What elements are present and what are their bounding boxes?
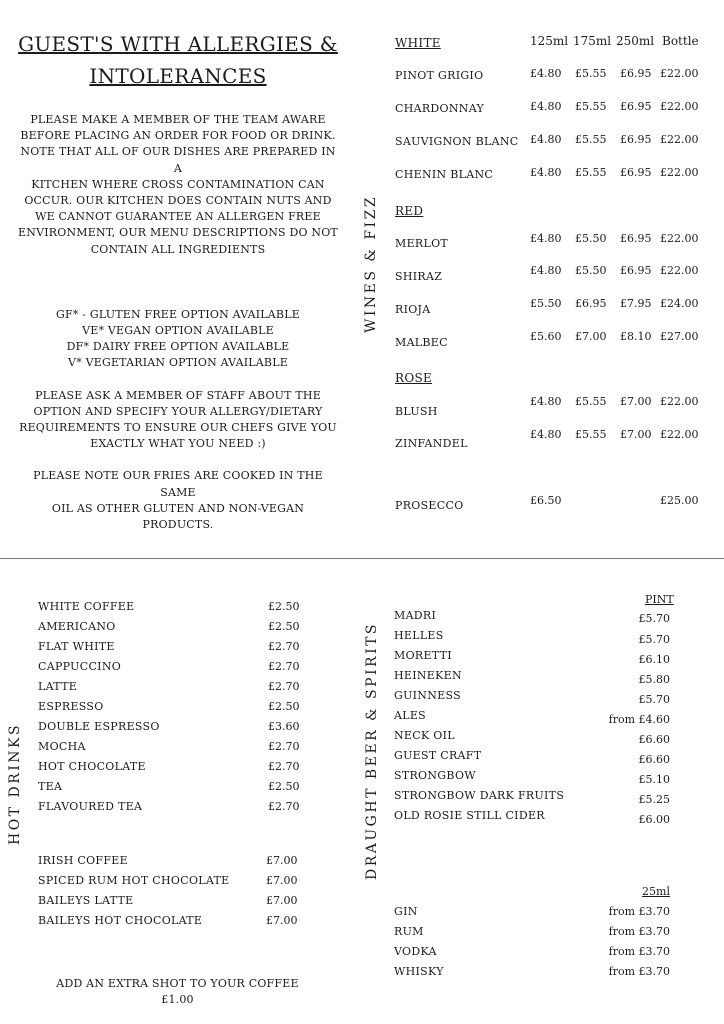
wine-price: £5.55 bbox=[575, 428, 607, 441]
wine-name: PINOT GRIGIO bbox=[395, 69, 484, 82]
allergy-notice-line: PLEASE MAKE A MEMBER OF THE TEAM AWARE bbox=[30, 113, 326, 126]
drink-price: £2.50 bbox=[268, 600, 300, 613]
wine-price: £7.00 bbox=[620, 428, 652, 441]
wine-price: £6.95 bbox=[620, 232, 652, 245]
extra-shot-label: ADD AN EXTRA SHOT TO YOUR COFFEE bbox=[56, 977, 299, 990]
wine-price: £5.55 bbox=[575, 100, 607, 113]
drink-name: HOT CHOCOLATE bbox=[38, 760, 146, 773]
beer-price: £6.60 bbox=[638, 733, 670, 746]
drink-price: £2.70 bbox=[268, 760, 300, 773]
wine-name: MERLOT bbox=[395, 237, 449, 250]
wine-price: £24.00 bbox=[660, 297, 699, 310]
drink-name: WHITE COFFEE bbox=[38, 600, 135, 613]
wine-price: £6.95 bbox=[620, 133, 652, 146]
beer-price: from £4.60 bbox=[608, 713, 670, 726]
beer-name: NECK OIL bbox=[394, 729, 455, 742]
wine-price: £22.00 bbox=[660, 232, 699, 245]
allergy-title-line2: INTOLERANCES bbox=[89, 64, 267, 88]
drink-name: CAPPUCCINO bbox=[38, 660, 122, 673]
drink-price: £2.70 bbox=[268, 740, 300, 753]
allergy-notice-line: WE CANNOT GUARANTEE AN ALLERGEN FREE bbox=[35, 210, 321, 224]
size-250ml: 250ml bbox=[616, 34, 655, 48]
special-drink-name: IRISH COFFEE bbox=[38, 854, 128, 867]
allergy-fries-line: OIL AS OTHER GLUTEN AND NON-VEGAN bbox=[51, 501, 305, 515]
beer-name: HELLES bbox=[394, 629, 444, 642]
beer-name: GUEST CRAFT bbox=[394, 749, 482, 762]
wine-price: £22.00 bbox=[660, 100, 699, 113]
allergy-ask-line: OPTION AND SPECIFY YOUR ALLERGY/DIETARY bbox=[33, 404, 323, 418]
wine-price: £22.00 bbox=[660, 264, 699, 277]
wine-price: £22.00 bbox=[660, 133, 699, 146]
allergy-ask-line: PLEASE ASK A MEMBER OF STAFF ABOUT THE bbox=[35, 388, 321, 402]
wine-price: £7.95 bbox=[620, 297, 652, 310]
drink-name: AMERICANO bbox=[38, 620, 116, 633]
spirit-name: RUM bbox=[394, 925, 424, 938]
wine-name: SHIRAZ bbox=[395, 270, 443, 283]
wine-name: SAUVIGNON BLANC bbox=[395, 135, 519, 148]
wine-name: ZINFANDEL bbox=[395, 437, 468, 450]
allergy-notice-line: BEFORE PLACING AN ORDER FOR FOOD OR DRINK. bbox=[20, 129, 336, 143]
beer-price: £5.80 bbox=[638, 673, 670, 686]
drink-name: ESPRESSO bbox=[38, 700, 104, 713]
drink-price: £2.50 bbox=[268, 780, 300, 793]
wine-name: MALBEC bbox=[395, 336, 448, 349]
drink-price: £2.70 bbox=[268, 660, 300, 673]
allergy-ask-line: EXACTLY WHAT YOU NEED :) bbox=[90, 437, 266, 451]
legend-vegetarian: V* VEGETARIAN OPTION AVAILABLE bbox=[68, 356, 288, 370]
special-drink-name: SPICED RUM HOT CHOCOLATE bbox=[38, 874, 230, 887]
drink-name: DOUBLE ESPRESSO bbox=[38, 720, 160, 733]
wine-price: £22.00 bbox=[660, 395, 699, 408]
size-125ml: 125ml bbox=[530, 34, 569, 48]
size-175ml: 175ml bbox=[573, 34, 612, 48]
legend-vegan: VE* VEGAN OPTION AVAILABLE bbox=[82, 324, 274, 338]
wine-price: £22.00 bbox=[660, 166, 699, 179]
wine-white-heading: WHITE bbox=[395, 36, 441, 50]
legend-dairy-free: DF* DAIRY FREE OPTION AVAILABLE bbox=[66, 340, 290, 354]
wine-name: CHARDONNAY bbox=[395, 102, 485, 115]
hot-drinks-side-label: HOT DRINKS bbox=[7, 722, 23, 845]
wine-name: PROSECCO bbox=[395, 499, 464, 512]
wine-price: £27.00 bbox=[660, 330, 699, 343]
spirit-price: from £3.70 bbox=[608, 905, 670, 918]
pint-heading: PINT bbox=[645, 593, 674, 606]
spirits-size-heading: 25ml bbox=[642, 885, 670, 898]
wine-price: £5.55 bbox=[575, 166, 607, 179]
draught-side-label: DRAUGHT BEER & SPIRITS bbox=[364, 621, 380, 880]
spirit-price: from £3.70 bbox=[608, 965, 670, 978]
wine-price: £4.80 bbox=[530, 67, 562, 80]
beer-price: £5.70 bbox=[638, 612, 670, 625]
wine-price: £6.50 bbox=[530, 494, 562, 507]
wine-rose-heading: ROSE bbox=[395, 371, 433, 385]
drink-price: £2.70 bbox=[268, 800, 300, 813]
special-drink-price: £7.00 bbox=[266, 894, 298, 907]
allergy-notice-line: ENVIRONMENT, OUR MENU DESCRIPTIONS DO NOT bbox=[18, 226, 338, 240]
wine-price: £4.80 bbox=[530, 133, 562, 146]
wine-price: £25.00 bbox=[660, 494, 699, 507]
allergy-ask-line: REQUIREMENTS TO ENSURE OUR CHEFS GIVE YOU bbox=[19, 421, 337, 435]
allergy-notice-line: NOTE THAT ALL OF OUR DISHES ARE PREPARED IN A bbox=[20, 145, 336, 175]
beer-name: OLD ROSIE STILL CIDER bbox=[394, 809, 545, 822]
drink-name: FLAT WHITE bbox=[38, 640, 115, 653]
drink-name: LATTE bbox=[38, 680, 78, 693]
wine-name: RIOJA bbox=[395, 303, 431, 316]
wine-price: £7.00 bbox=[620, 395, 652, 408]
wine-price: £4.80 bbox=[530, 264, 562, 277]
draught-list bbox=[360, 560, 724, 1024]
wine-name: BLUSH bbox=[395, 405, 438, 418]
wine-price: £5.60 bbox=[530, 330, 562, 343]
wine-price: £6.95 bbox=[620, 166, 652, 179]
spirit-name: VODKA bbox=[394, 945, 437, 958]
drink-price: £2.50 bbox=[268, 700, 300, 713]
wine-price: £6.95 bbox=[620, 264, 652, 277]
legend-gluten-free: GF* - GLUTEN FREE OPTION AVAILABLE bbox=[56, 307, 300, 321]
spirit-price: from £3.70 bbox=[608, 945, 670, 958]
allergy-title-line1: GUEST'S WITH ALLERGIES & bbox=[18, 32, 338, 56]
wine-price: £5.55 bbox=[575, 133, 607, 146]
wine-price: £5.55 bbox=[575, 395, 607, 408]
wine-price: £6.95 bbox=[620, 100, 652, 113]
drink-price: £3.60 bbox=[268, 720, 300, 733]
beer-price: £6.00 bbox=[638, 813, 670, 826]
beer-price: £6.10 bbox=[638, 653, 670, 666]
special-drink-name: BAILEYS LATTE bbox=[38, 894, 134, 907]
special-drink-price: £7.00 bbox=[266, 854, 298, 867]
wine-price: £4.80 bbox=[530, 166, 562, 179]
wine-price: £4.80 bbox=[530, 395, 562, 408]
beer-price: £6.60 bbox=[638, 753, 670, 766]
wine-price: £5.50 bbox=[530, 297, 562, 310]
wine-price: £5.55 bbox=[575, 67, 607, 80]
beer-price: £5.25 bbox=[638, 793, 670, 806]
size-bottle: Bottle bbox=[662, 34, 699, 48]
beer-name: ALES bbox=[394, 709, 427, 722]
section-divider bbox=[0, 558, 724, 559]
beer-price: £5.70 bbox=[638, 633, 670, 646]
wine-red-heading: RED bbox=[395, 204, 424, 218]
wine-name: CHENIN BLANC bbox=[395, 168, 494, 181]
beer-name: MORETTI bbox=[394, 649, 452, 662]
allergy-notice-line: CONTAIN ALL INGREDIENTS bbox=[90, 242, 266, 256]
extra-shot-price: £1.00 bbox=[161, 993, 194, 1006]
beer-price: £5.10 bbox=[638, 773, 670, 786]
beer-name: STRONGBOW DARK FRUITS bbox=[394, 789, 565, 802]
wine-price: £22.00 bbox=[660, 67, 699, 80]
wine-price: £4.80 bbox=[530, 232, 562, 245]
spirit-price: from £3.70 bbox=[608, 925, 670, 938]
wine-price: £6.95 bbox=[575, 297, 607, 310]
special-drink-name: BAILEYS HOT CHOCOLATE bbox=[38, 914, 203, 927]
wine-price: £4.80 bbox=[530, 100, 562, 113]
beer-name: MADRI bbox=[394, 609, 437, 622]
drink-name: MOCHA bbox=[38, 740, 86, 753]
wine-price: £8.10 bbox=[620, 330, 652, 343]
drink-name: TEA bbox=[38, 780, 63, 793]
wine-price: £5.50 bbox=[575, 232, 607, 245]
wines-side-label: WINES & FIZZ bbox=[363, 194, 379, 333]
allergy-fries-line: PRODUCTS. bbox=[142, 518, 214, 532]
beer-price: £5.70 bbox=[638, 693, 670, 706]
wine-price: £22.00 bbox=[660, 428, 699, 441]
hot-drinks-list bbox=[0, 560, 360, 1024]
wine-price: £6.95 bbox=[620, 67, 652, 80]
allergy-notice-line: OCCUR. OUR KITCHEN DOES CONTAIN NUTS AND bbox=[24, 194, 332, 208]
allergy-fries-line: PLEASE NOTE OUR FRIES ARE COOKED IN THE SAME bbox=[33, 469, 323, 499]
spirit-name: GIN bbox=[394, 905, 418, 918]
special-drink-price: £7.00 bbox=[266, 874, 298, 887]
wine-price: £7.00 bbox=[575, 330, 607, 343]
wine-price: £5.50 bbox=[575, 264, 607, 277]
special-drink-price: £7.00 bbox=[266, 914, 298, 927]
drink-price: £2.70 bbox=[268, 640, 300, 653]
beer-name: STRONGBOW bbox=[394, 769, 476, 782]
beer-name: HEINEKEN bbox=[394, 669, 462, 682]
spirit-name: WHISKY bbox=[394, 965, 444, 978]
allergy-notice-line: KITCHEN WHERE CROSS CONTAMINATION CAN bbox=[31, 177, 325, 191]
drink-name: FLAVOURED TEA bbox=[38, 800, 143, 813]
drink-price: £2.70 bbox=[268, 680, 300, 693]
beer-name: GUINNESS bbox=[394, 689, 461, 702]
wine-price: £4.80 bbox=[530, 428, 562, 441]
drink-price: £2.50 bbox=[268, 620, 300, 633]
